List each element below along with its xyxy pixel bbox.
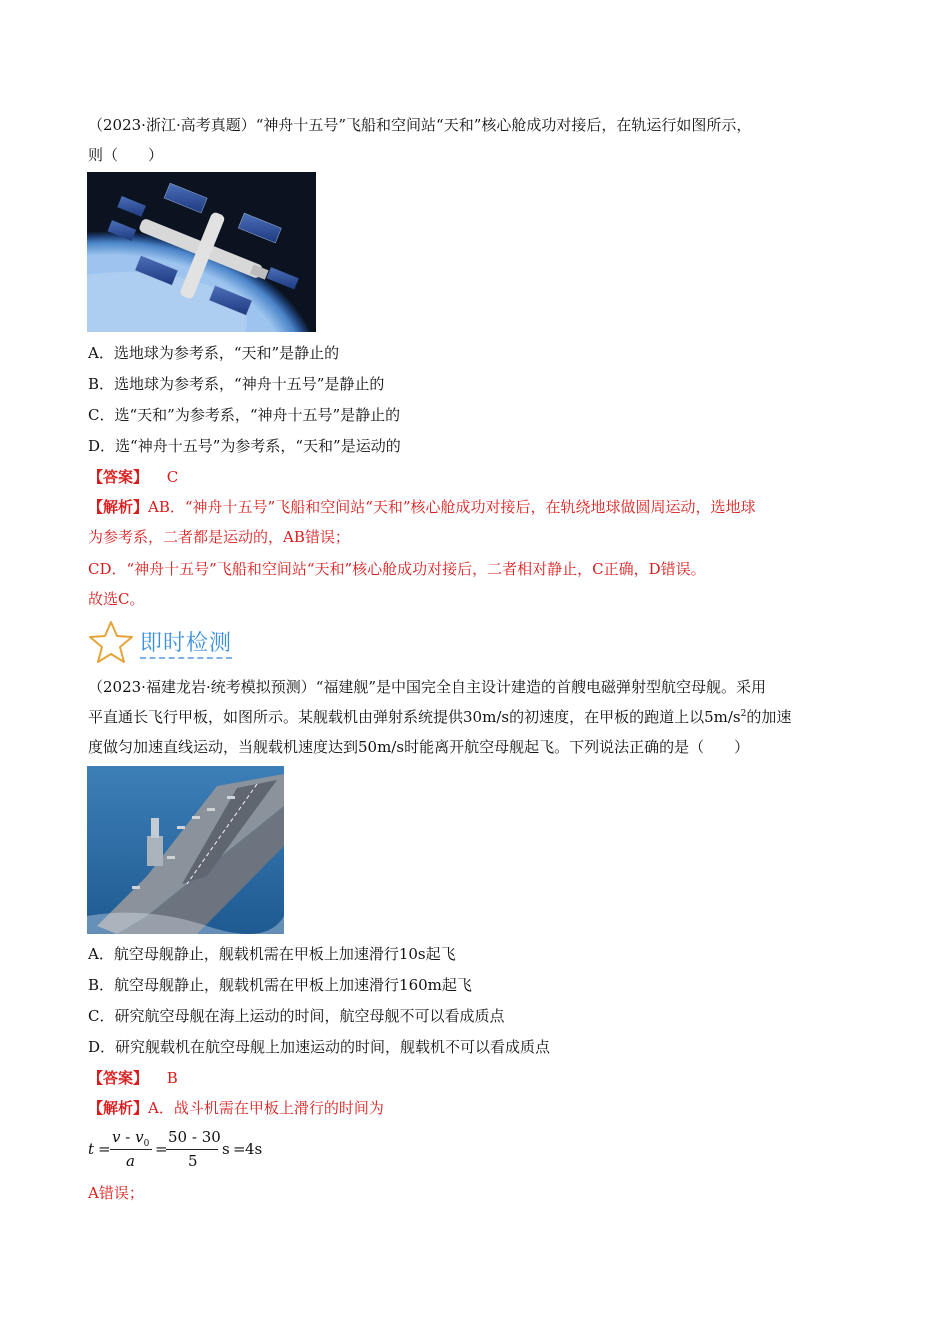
space-station-illustration bbox=[87, 172, 316, 332]
section-title: 即时检测 bbox=[140, 631, 233, 656]
q1-analysis-text1: AB．“神舟十五号”飞船和空间站“天和”核心舱成功对接后，在轨绕地球做圆周运动，选地球 bbox=[148, 498, 756, 516]
q2-stem-line3: 度做匀加速直线运动，当舰载机速度达到50m/s时能离开航空母舰起飞。下列说法正确的是（ ） bbox=[88, 738, 750, 756]
formula-num1: v - $v_0$ bbox=[112, 1128, 150, 1149]
aircraft-carrier-image bbox=[87, 766, 284, 934]
q1-option-a: A．选地球为参考系，“天和”是静止的 bbox=[88, 344, 340, 362]
q2-answer bbox=[88, 1068, 178, 1088]
q2-analysis-line2: A错误； bbox=[88, 1184, 144, 1202]
q1-analysis-line2: 为参考系，二者都是运动的，AB错误； bbox=[88, 528, 350, 546]
aircraft-carrier-illustration bbox=[87, 766, 284, 934]
q2-stem-line2 bbox=[88, 707, 791, 727]
formula-den2: 5 bbox=[188, 1152, 198, 1170]
q1-option-b: B．选地球为参考系，“神舟十五号”是静止的 bbox=[88, 375, 385, 393]
q2-stem-line2-b: 的加速 bbox=[746, 708, 792, 726]
section-underline bbox=[140, 657, 232, 659]
q1-analysis-line3: CD．“神舟十五号”飞船和空间站“天和”核心舱成功对接后，二者相对静止，C正确，D错误。 bbox=[88, 560, 706, 578]
q2-option-a: A．航空母舰静止，舰载机需在甲板上加速滑行10s起飞 bbox=[88, 945, 456, 963]
q2-analysis-text1: A．战斗机需在甲板上滑行的时间为 bbox=[148, 1099, 384, 1117]
q1-answer-label: 【答案】 bbox=[88, 468, 149, 486]
formula-eq3: = bbox=[233, 1140, 246, 1158]
q1-answer-value: C bbox=[166, 468, 179, 486]
q1-option-d: D．选“神舟十五号”为参考系，“天和”是运动的 bbox=[88, 437, 401, 455]
formula-bar1 bbox=[110, 1149, 152, 1150]
q2-analysis-line1 bbox=[88, 1098, 384, 1118]
q1-analysis-line4: 故选C。 bbox=[88, 590, 145, 608]
q1-answer bbox=[88, 467, 178, 487]
q2-option-c: C．研究航空母舰在海上运动的时间，航空母舰不可以看成质点 bbox=[88, 1007, 505, 1025]
formula-eq1: = bbox=[98, 1140, 111, 1158]
q1-analysis-label: 【解析】 bbox=[88, 498, 149, 516]
q1-stem-line2: 则（ ） bbox=[88, 146, 164, 164]
formula-den1: a bbox=[126, 1152, 135, 1170]
q2-option-b: B．航空母舰静止，舰载机需在甲板上加速滑行160m起飞 bbox=[88, 976, 472, 994]
formula-lhs: t bbox=[88, 1140, 95, 1158]
q2-analysis-label: 【解析】 bbox=[88, 1099, 149, 1117]
formula-unit: s bbox=[222, 1140, 230, 1158]
q2-formula bbox=[88, 1126, 288, 1172]
formula-num2: 50 - 30 bbox=[168, 1128, 221, 1146]
formula-result: 4s bbox=[245, 1140, 263, 1158]
formula-bar2 bbox=[166, 1149, 218, 1150]
q1-stem-line1: （2023·浙江·高考真题）“神舟十五号”飞船和空间站“天和”核心舱成功对接后，在轨运行如图所示， bbox=[88, 116, 752, 134]
q2-stem-sup: 2 bbox=[740, 709, 747, 719]
q2-answer-value: B bbox=[166, 1069, 178, 1087]
q2-stem-line1: （2023·福建龙岩·统考模拟预测）“福建舰”是中国完全自主设计建造的首艘电磁弹射型航空母舰。采用 bbox=[88, 678, 767, 696]
section-header bbox=[88, 620, 288, 664]
formula-eq2: = bbox=[155, 1140, 168, 1158]
space-station-image bbox=[87, 172, 316, 332]
q1-option-c: C．选“天和”为参考系，“神舟十五号”是静止的 bbox=[88, 406, 401, 424]
q2-option-d: D．研究舰载机在航空母舰上加速运动的时间，舰载机不可以看成质点 bbox=[88, 1038, 551, 1056]
star-outline-icon bbox=[88, 620, 134, 664]
q1-analysis-line1 bbox=[88, 497, 756, 517]
q2-stem-line2-a: 平直通长飞行甲板，如图所示。某舰载机由弹射系统提供30m/s的初速度，在甲板的跑道上以5m/s bbox=[88, 708, 741, 726]
q2-answer-label: 【答案】 bbox=[88, 1069, 149, 1087]
